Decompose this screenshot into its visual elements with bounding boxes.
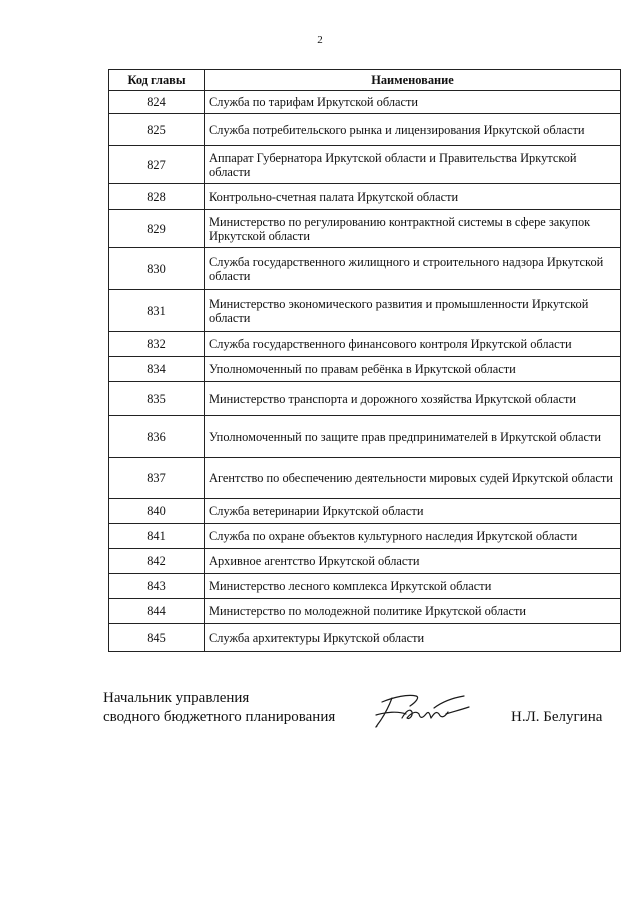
row-code: 827	[109, 146, 205, 184]
handwritten-signature	[372, 688, 472, 732]
header-name: Наименование	[205, 70, 621, 91]
row-name: Служба государственного финансового контроля Иркутской области	[205, 332, 621, 357]
row-code: 841	[109, 524, 205, 549]
row-name: Служба потребительского рынка и лицензирования Иркутской области	[205, 114, 621, 146]
table-row	[109, 184, 621, 210]
table-row	[109, 290, 621, 332]
row-code: 843	[109, 574, 205, 599]
signer-position-line1: Начальник управления	[103, 690, 250, 706]
row-name: Министерство по регулированию контрактной системы в сфере закупок Иркутской области	[205, 210, 621, 248]
header-code: Код главы	[109, 70, 205, 91]
row-name: Министерство по молодежной политике Иркутской области	[205, 599, 621, 624]
budget-codes-table	[108, 69, 621, 652]
row-code: 832	[109, 332, 205, 357]
row-name: Агентство по обеспечению деятельности мировых судей Иркутской области	[205, 458, 621, 499]
row-code: 845	[109, 624, 205, 652]
row-code: 830	[109, 248, 205, 290]
row-name: Аппарат Губернатора Иркутской области и Правительства Иркутской области	[205, 146, 621, 184]
row-name: Служба по тарифам Иркутской области	[205, 91, 621, 114]
row-code: 829	[109, 210, 205, 248]
row-name: Служба по охране объектов культурного наследия Иркутской области	[205, 524, 621, 549]
table-row	[109, 599, 621, 624]
table-row	[109, 574, 621, 599]
row-name: Служба ветеринарии Иркутской области	[205, 499, 621, 524]
row-code: 825	[109, 114, 205, 146]
table-row	[109, 146, 621, 184]
row-code: 824	[109, 91, 205, 114]
table-row	[109, 624, 621, 652]
table-row	[109, 210, 621, 248]
row-code: 828	[109, 184, 205, 210]
row-name: Контрольно-счетная палата Иркутской области	[205, 184, 621, 210]
table-row	[109, 332, 621, 357]
row-name: Архивное агентство Иркутской области	[205, 549, 621, 574]
table-row	[109, 91, 621, 114]
table-row	[109, 549, 621, 574]
table-header-row	[109, 70, 621, 91]
row-name: Уполномоченный по правам ребёнка в Иркутской области	[205, 357, 621, 382]
row-name: Уполномоченный по защите прав предпринимателей в Иркутской области	[205, 416, 621, 458]
table-row	[109, 114, 621, 146]
table-row	[109, 416, 621, 458]
row-name: Министерство транспорта и дорожного хозяйства Иркутской области	[205, 382, 621, 416]
row-name: Служба государственного жилищного и строительного надзора Иркутской области	[205, 248, 621, 290]
row-code: 834	[109, 357, 205, 382]
row-name: Служба архитектуры Иркутской области	[205, 624, 621, 652]
row-code: 835	[109, 382, 205, 416]
row-name: Министерство экономического развития и промышленности Иркутской области	[205, 290, 621, 332]
row-code: 836	[109, 416, 205, 458]
row-name: Министерство лесного комплекса Иркутской области	[205, 574, 621, 599]
page-number: 2	[317, 34, 323, 46]
row-code: 837	[109, 458, 205, 499]
table-row	[109, 248, 621, 290]
signer-name: Н.Л. Белугина	[511, 709, 603, 725]
signer-position-line2: сводного бюджетного планирования	[103, 709, 336, 725]
table-row	[109, 458, 621, 499]
row-code: 844	[109, 599, 205, 624]
row-code: 831	[109, 290, 205, 332]
table-row	[109, 524, 621, 549]
row-code: 842	[109, 549, 205, 574]
signer-position	[103, 689, 335, 727]
table-row	[109, 357, 621, 382]
row-code: 840	[109, 499, 205, 524]
table-row	[109, 499, 621, 524]
table-row	[109, 382, 621, 416]
